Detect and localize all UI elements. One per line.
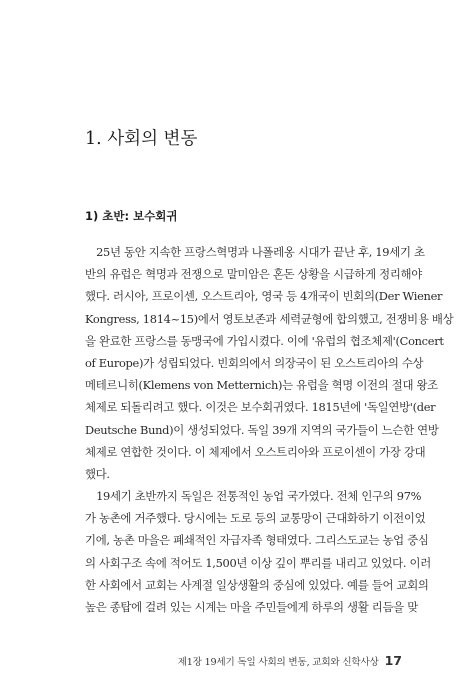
text-line: 가 농촌에 거주했다. 당시에는 도로 등의 교통망이 근대화하기 이전이었 [85, 511, 426, 526]
page-number: 17 [384, 653, 402, 668]
text-line: 25년 동안 지속한 프랑스혁명과 나폴레옹 시대가 끝난 후, 19세기 초 [85, 245, 425, 259]
chapter-title: 1. 사회의 변동 [85, 129, 198, 149]
text-line: 을 완료한 프랑스를 동맹국에 가입시켰다. 이에 '유럽의 협조체제'(Concert [85, 333, 444, 348]
text-line: 기에, 농촌 마을은 폐쇄적인 자급자족 형태였다. 그리스도교는 농업 중심 [85, 533, 429, 548]
text-line: 체제로 되돌리려고 했다. 이것은 보수회귀였다. 1815년에 '독일연방'(der [85, 400, 436, 415]
section-heading: 1) 초반: 보수회귀 [85, 209, 178, 223]
text-line: 19세기 초반까지 독일은 전통적인 농업 국가였다. 전체 인구의 97% [85, 489, 422, 503]
page-footer [85, 650, 402, 669]
text-line: Kongress, 1814~15)에서 영토보존과 세력균형에 합의했고, 전쟁비용 배상 [85, 311, 454, 326]
paragraph-2 [85, 485, 431, 618]
text-line: 메테르니히(Klemens von Metternich)는 유럽을 혁명 이전의 절대 왕조 [85, 378, 438, 393]
text-line: of Europe)가 성립되었다. 빈회의에서 의장국이 된 오스트리아의 수상 [85, 355, 424, 370]
text-line: 높은 종탑에 걸려 있는 시계는 마을 주민들에게 하루의 생활 리듬을 맞 [85, 599, 418, 614]
text-line: 의 사회구조 속에 적어도 1,500년 이상 깊이 뿌리를 내리고 있었다. 이러 [85, 555, 431, 570]
paragraph-1 [85, 241, 454, 485]
text-line: 반의 유럽은 혁명과 전쟁으로 말미암은 혼돈 상황을 시급하게 정리해야 [85, 267, 422, 282]
text-line: 했다. 러시아, 프로이센, 오스트리아, 영국 등 4개국이 빈회의(Der Wiener [85, 289, 443, 304]
text-line: 한 사회에서 교회는 사계절 일상생활의 중심에 있었다. 예를 들어 교회의 [85, 577, 429, 592]
text-line: 체제로 연합한 것이다. 이 체제에서 오스트리아와 프로이센이 가장 강대 [85, 444, 426, 459]
text-line: 했다. [85, 466, 110, 481]
running-head: 제1장 19세기 독일 사회의 변동, 교회와 신학사상 [177, 657, 379, 668]
text-line: Deutsche Bund)이 생성되었다. 독일 39개 지역의 국가들이 느슨한 연방 [85, 422, 439, 437]
